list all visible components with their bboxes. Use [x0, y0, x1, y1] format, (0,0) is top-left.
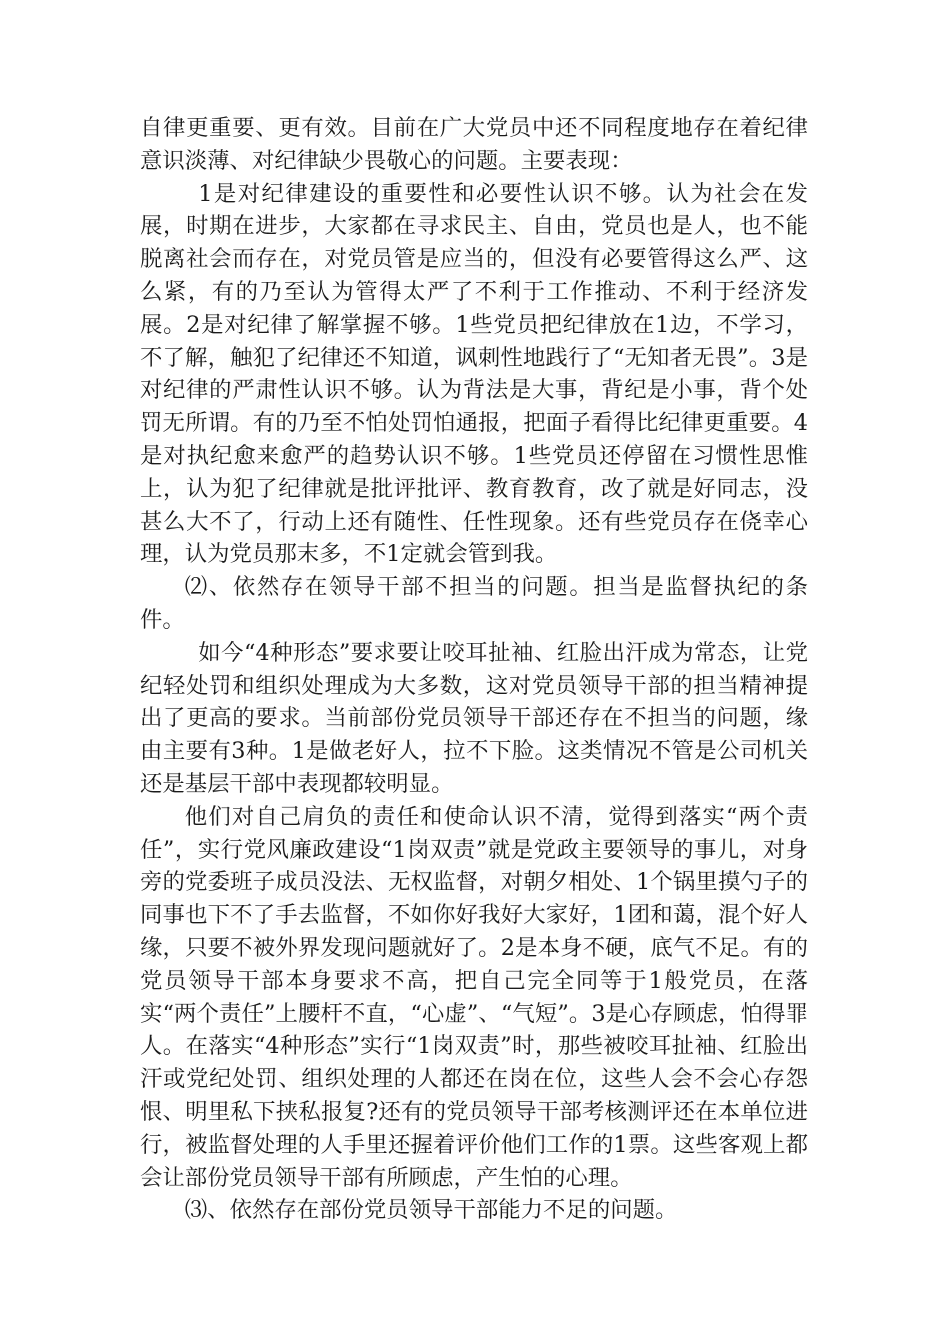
paragraph-3: ⑵、依然存在领导干部不担当的问题。担当是监督执纪的条件。 — [140, 574, 808, 633]
paragraph-4: 如今“4种形态”要求要让咬耳扯袖、红脸出汗成为常态，让党纪轻处罚和组织处理成为大多数，这对党员领导干部的担当精神提出了更高的要求。当前部份党员领导干部还存在不担当的问题，缘由主要有3种。1是做老好人，拉不下脸。这类情况不管是公司机关还是基层干部中表现都较明显。 — [140, 639, 808, 797]
paragraph-1: 自律更重要、更有效。目前在广大党员中还不同程度地存在着纪律意识淡薄、对纪律缺少畏敬心的问题。主要表现： — [140, 115, 808, 174]
paragraph-6: ⑶、依然存在部份党员领导干部能力不足的问题。 — [184, 1197, 678, 1224]
paragraph-2: 1是对纪律建设的重要性和必要性认识不够。认为社会在发展，时期在进步，大家都在寻求民主、自由，党员也是人，也不能脱离社会而存在，对党员管是应当的，但没有必要管得这么严、这么紧，有的乃至认为管得太严了不利于工作推动、不利于经济发展。2是对纪律了解掌握不够。1些党员把纪律放在1边，不学习，不了解，触犯了纪律还不知道，讽刺性地践行了“无知者无畏”。3是对纪律的严肃性认识不够。认为背法是大事，背纪是小事，背个处罚无所谓。有的乃至不怕处罚怕通报，把面子看得比纪律更重要。4是对执纪愈来愈严的趋势认识不够。1些党员还停留在习惯性思惟上，认为犯了纪律就是批评批评、教育教育，改了就是好同志，没甚么大不了，行动上还有随性、任性现象。还有些党员存在侥幸心理，认为党员那末多，不1定就会管到我。 — [140, 180, 808, 568]
paragraph-5: 他们对自己肩负的责任和使命认识不清，觉得到落实“两个责任”，实行党风廉政建设“1岗双责”就是党政主要领导的事儿，对身旁的党委班子成员没法、无权监督，对朝夕相处、1个锅里摸勺子的同事也下不了手去监督，不如你好我好大家好，1团和蔼，混个好人缘，只要不被外界发现问题就好了。2是本身不硬，底气不足。有的党员领导干部本身要求不高，把自己完全同等于1般党员，在落实“两个责任”上腰杆不直，“心虚”、“气短”。3是心存顾虑，怕得罪人。在落实“4种形态”实行“1岗双责”时，那些被咬耳扯袖、红脸出汗或党纪处罚、组织处理的人都还在岗在位，这些人会不会心存怨恨、明里私下挟私报复?还有的党员领导干部考核测评还在本单位进行，被监督处理的人手里还握着评价他们工作的1票。这些客观上都会让部份党员领导干部有所顾虑，产生怕的心理。 — [140, 803, 808, 1191]
document-body — [140, 112, 808, 1227]
